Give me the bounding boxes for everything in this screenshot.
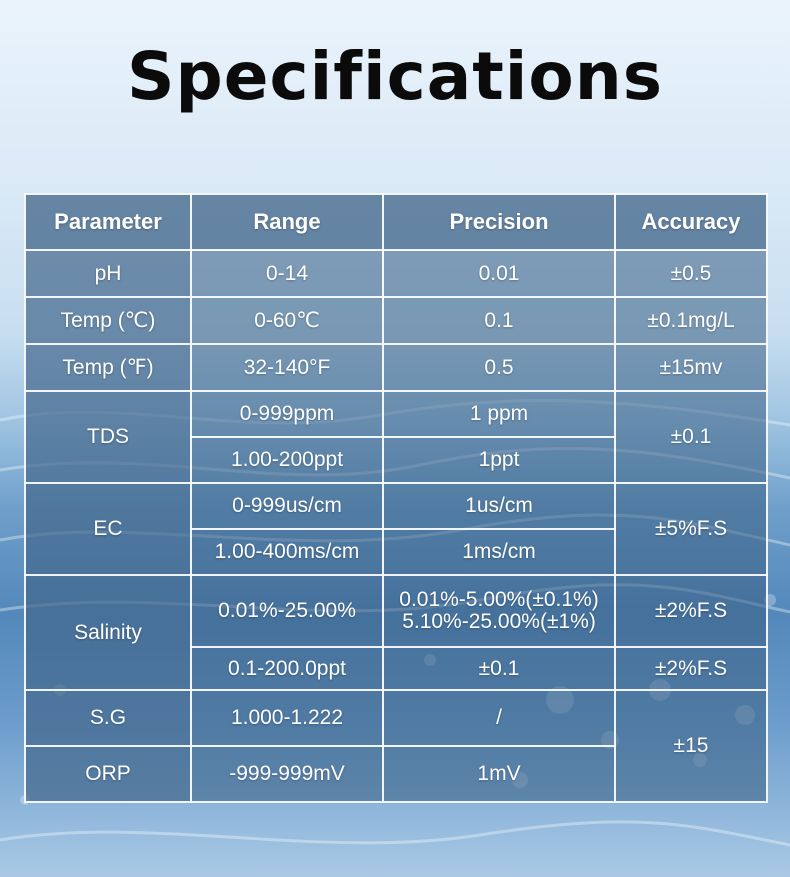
param-cell: TDS bbox=[25, 391, 191, 483]
range-cell: -999-999mV bbox=[191, 746, 383, 802]
param-cell: ORP bbox=[25, 746, 191, 802]
accuracy-cell: ±15 bbox=[615, 690, 767, 802]
accuracy-cell: ±2%F.S bbox=[615, 647, 767, 690]
range-cell: 1.00-400ms/cm bbox=[191, 529, 383, 575]
range-cell: 0-999ppm bbox=[191, 391, 383, 437]
param-cell: pH bbox=[25, 250, 191, 297]
param-cell: Salinity bbox=[25, 575, 191, 690]
precision-cell bbox=[383, 575, 615, 647]
range-cell: 0.1-200.0ppt bbox=[191, 647, 383, 690]
param-cell: S.G bbox=[25, 690, 191, 746]
precision-cell: 0.5 bbox=[383, 344, 615, 391]
precision-cell: 1us/cm bbox=[383, 483, 615, 529]
accuracy-cell: ±0.5 bbox=[615, 250, 767, 297]
table-row bbox=[25, 483, 767, 529]
param-cell: Temp (℉) bbox=[25, 344, 191, 391]
precision-cell: 1 ppm bbox=[383, 391, 615, 437]
header-range: Range bbox=[191, 194, 383, 250]
table-header-row bbox=[25, 194, 767, 250]
precision-cell: / bbox=[383, 690, 615, 746]
range-cell: 1.000-1.222 bbox=[191, 690, 383, 746]
accuracy-cell: ±0.1mg/L bbox=[615, 297, 767, 344]
range-cell: 0-60℃ bbox=[191, 297, 383, 344]
range-cell: 0.01%-25.00% bbox=[191, 575, 383, 647]
table-row bbox=[25, 250, 767, 297]
precision-cell: 0.01 bbox=[383, 250, 615, 297]
table-row bbox=[25, 391, 767, 437]
table-row bbox=[25, 690, 767, 746]
header-parameter: Parameter bbox=[25, 194, 191, 250]
range-cell: 1.00-200ppt bbox=[191, 437, 383, 483]
header-precision: Precision bbox=[383, 194, 615, 250]
precision-line: 5.10%-25.00%(±1%) bbox=[402, 610, 596, 633]
param-cell: Temp (℃) bbox=[25, 297, 191, 344]
range-cell: 0-14 bbox=[191, 250, 383, 297]
accuracy-cell: ±15mv bbox=[615, 344, 767, 391]
accuracy-cell: ±0.1 bbox=[615, 391, 767, 483]
precision-cell: 1ppt bbox=[383, 437, 615, 483]
page-title: Specifications bbox=[126, 38, 664, 115]
table-row bbox=[25, 575, 767, 647]
param-cell: EC bbox=[25, 483, 191, 575]
precision-cell: 1ms/cm bbox=[383, 529, 615, 575]
accuracy-cell: ±5%F.S bbox=[615, 483, 767, 575]
specifications-table bbox=[24, 193, 768, 803]
precision-cell: 0.1 bbox=[383, 297, 615, 344]
range-cell: 32-140°F bbox=[191, 344, 383, 391]
table-row bbox=[25, 344, 767, 391]
table-row bbox=[25, 297, 767, 344]
header-accuracy: Accuracy bbox=[615, 194, 767, 250]
range-cell: 0-999us/cm bbox=[191, 483, 383, 529]
precision-cell: 1mV bbox=[383, 746, 615, 802]
precision-cell: ±0.1 bbox=[383, 647, 615, 690]
precision-line: 0.01%-5.00%(±0.1%) bbox=[399, 588, 599, 611]
accuracy-cell: ±2%F.S bbox=[615, 575, 767, 647]
